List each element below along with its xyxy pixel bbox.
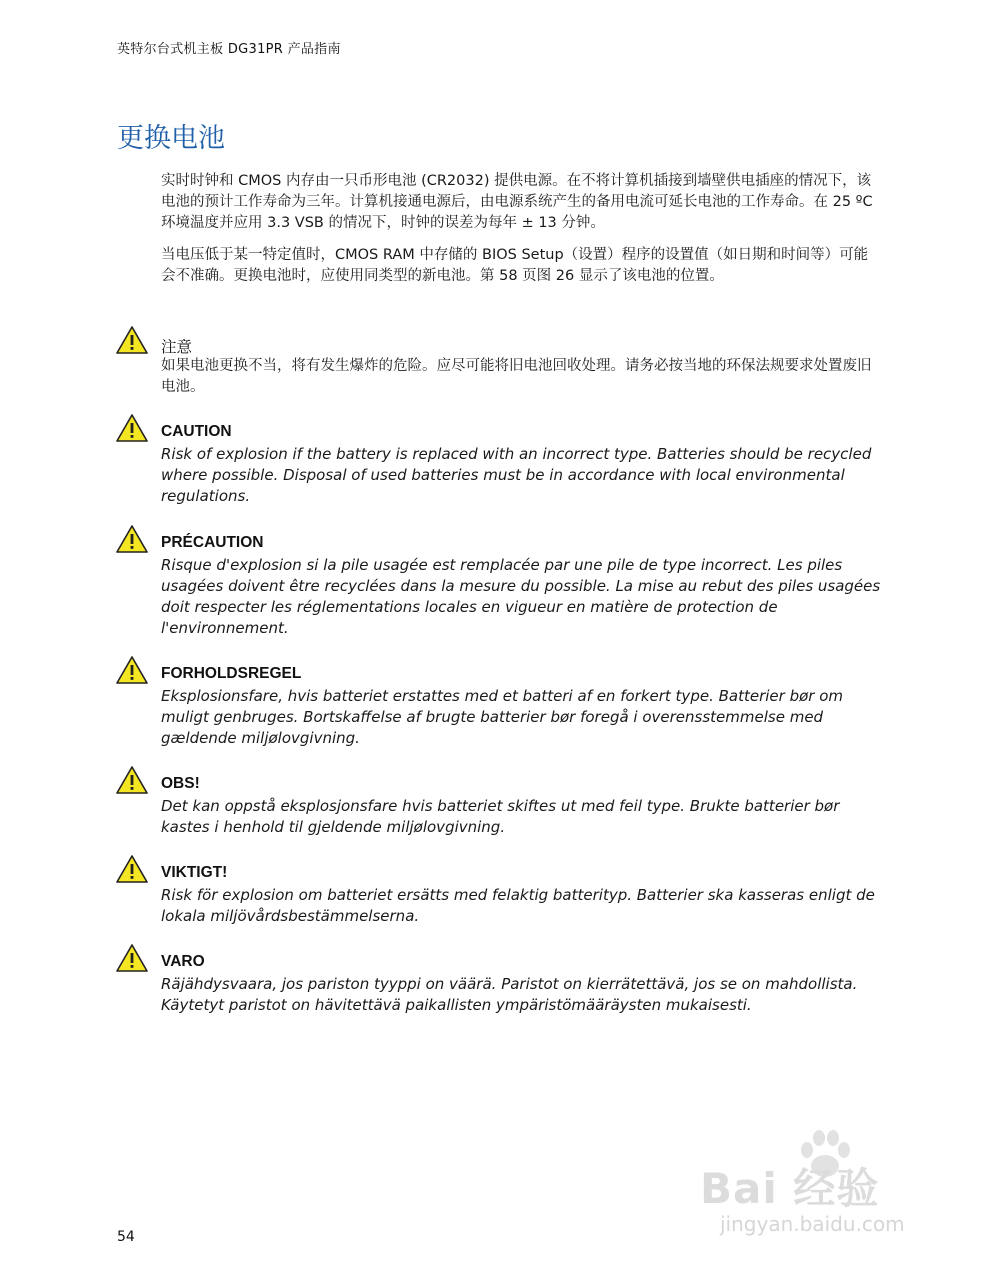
notice-body: Risk för explosion om batteriet ersätts med felaktig batterityp. Batterier ska kasseras enligt de lokala miljövårdsbestämmelserna.: [161, 886, 875, 925]
warning-icon: [115, 655, 149, 685]
page-number: 54: [117, 1229, 135, 1245]
notice-title: 注意: [161, 338, 193, 356]
warning-icon: [115, 854, 149, 884]
notice-body: Räjähdysvaara, jos pariston tyyppi on väärä. Paristot on kierrätettävä, jos se on mahdollista. Käytetyt paristot on hävitettävä paikallisten ympäristömääräysten mukaisesti.: [161, 975, 858, 1014]
notice-body: 如果电池更换不当，将有发生爆炸的危险。应尽可能将旧电池回收处理。请务必按当地的环保法规要求处置废旧电池。: [161, 358, 872, 395]
notice-title: CAUTION: [161, 423, 232, 440]
notice-body: Risk of explosion if the battery is replaced with an incorrect type. Batteries should be recycled where possible. Disposal of used batteries must be in accordance with local environmental regulations.: [161, 445, 872, 505]
warning-icon: [115, 524, 149, 554]
notice-body: Det kan oppstå eksplosjonsfare hvis batteriet skiftes ut med feil type. Brukte batterier bør kastes i henhold til gjeldende miljølovgivning.: [161, 797, 840, 836]
warning-icon: [115, 765, 149, 795]
paragraph-battery-life: 实时时钟和 CMOS 内存由一只币形电池 (CR2032) 提供电源。在不将计算机插接到墙壁供电插座的情况下，该电池的预计工作寿命为三年。计算机接通电源后，由电源系统产生的备用电流可延长电池的工作寿命。在 25 ºC 环境温度并应用 3.3 VSB 的情况下，时钟的误差为每年 ± 13 分钟。: [161, 173, 873, 231]
paragraph-cmos-settings: 当电压低于某一特定值时，CMOS RAM 中存储的 BIOS Setup（设置）程序的设置值（如日期和时间等）可能会不准确。更换电池时，应使用同类型的新电池。第 58 页图 26 显示了该电池的位置。: [161, 247, 869, 284]
notice-title: FORHOLDSREGEL: [161, 665, 302, 682]
notice-title: VIKTIGT!: [161, 864, 228, 881]
warning-icon: [115, 325, 149, 355]
page-header: 英特尔台式机主板 DG31PR 产品指南: [117, 42, 341, 57]
notice-title: PRÉCAUTION: [161, 534, 264, 551]
notice-title: VARO: [161, 953, 205, 970]
notice-body: Eksplosionsfare, hvis batteriet erstattes med et batteri af en forkert type. Batterier bør om muligt genbruges. Bortskaffelse af brugte batterier bør foregå i overensstemmelse med gældende miljølovgivning.: [161, 687, 843, 747]
baidu-watermark: [700, 1140, 950, 1250]
watermark-logo-text: Bai 经验: [700, 1164, 880, 1213]
watermark-url: jingyan.baidu.com: [720, 1212, 905, 1236]
notice-body: Risque d'explosion si la pile usagée est remplacée par une pile de type incorrect. Les piles usagées doivent être recyclées dans la mesure du possible. La mise au rebut des piles usagées doit respecter les réglementations locales en vigueur en matière de protection de l'environnement.: [161, 556, 881, 637]
warning-icon: [115, 413, 149, 443]
warning-icon: [115, 943, 149, 973]
section-title: 更换电池: [117, 123, 225, 154]
notice-title: OBS!: [161, 775, 200, 792]
